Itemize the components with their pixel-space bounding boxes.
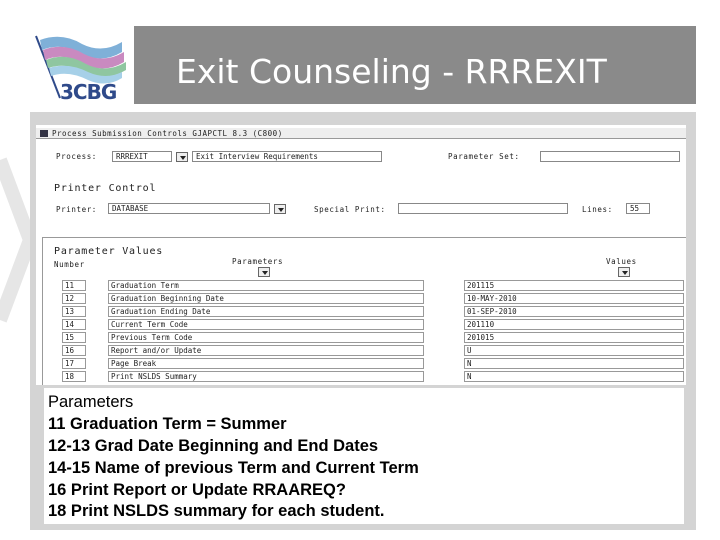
special-print-label: Special Print: (314, 205, 386, 214)
notes-line: 11 Graduation Term = Summer (48, 415, 287, 433)
window-title: Process Submission Controls GJAPCTL 8.3 (C800) (52, 129, 283, 138)
logo-text: 3CBG (60, 80, 117, 104)
number-column-header: Number (54, 260, 85, 269)
parameters-sort-icon[interactable] (258, 267, 270, 277)
parameter-number-cell: 11 (62, 280, 86, 291)
special-print-field[interactable] (398, 203, 568, 214)
process-dropdown-icon[interactable] (176, 152, 188, 162)
parameter-name-cell: Graduation Ending Date (108, 306, 424, 317)
parameter-number-cell: 18 (62, 371, 86, 382)
parameter-number-cell: 13 (62, 306, 86, 317)
notes-box (44, 388, 684, 524)
process-label: Process: (56, 152, 97, 161)
parameter-name-cell: Graduation Beginning Date (108, 293, 424, 304)
parameter-value-field[interactable]: 01-SEP-2010 (464, 306, 684, 317)
window-title-bar (36, 128, 686, 139)
notes-heading: Parameters (48, 393, 134, 411)
banner-form-screenshot (36, 125, 686, 385)
notes-line: 18 Print NSLDS summary for each student. (48, 502, 385, 520)
parameter-name-cell: Page Break (108, 358, 424, 369)
parameter-name-cell: Previous Term Code (108, 332, 424, 343)
process-field[interactable]: RRREXIT (112, 151, 172, 162)
parameter-number-cell: 14 (62, 319, 86, 330)
parameter-value-field[interactable]: 10-MAY-2010 (464, 293, 684, 304)
parameter-number-cell: 15 (62, 332, 86, 343)
parameter-value-field[interactable]: 201110 (464, 319, 684, 330)
parameter-set-field[interactable] (540, 151, 680, 162)
printer-label: Printer: (56, 205, 97, 214)
printer-control-heading: Printer Control (54, 183, 157, 194)
parameter-name-cell: Report and/or Update (108, 345, 424, 356)
parameters-column-header: Parameters (232, 257, 284, 266)
parameter-name-cell: Print NSLDS Summary (108, 371, 424, 382)
notes-line: 14-15 Name of previous Term and Current Term (48, 459, 419, 477)
parameter-name-cell: Graduation Term (108, 280, 424, 291)
page-number: 0 (676, 504, 684, 520)
parameter-value-field[interactable]: U (464, 345, 684, 356)
parameter-value-field[interactable]: 201115 (464, 280, 684, 291)
parameter-set-label: Parameter Set: (448, 152, 520, 161)
lines-field[interactable]: 55 (626, 203, 650, 214)
notes-line: 16 Print Report or Update RRAAREQ? (48, 481, 346, 499)
parameter-number-cell: 16 (62, 345, 86, 356)
window-icon (40, 130, 48, 137)
values-column-header: Values (606, 257, 637, 266)
printer-dropdown-icon[interactable] (274, 204, 286, 214)
parameter-values-heading: Parameter Values (54, 246, 164, 257)
parameter-number-cell: 17 (62, 358, 86, 369)
printer-field[interactable]: DATABASE (108, 203, 270, 214)
parameter-value-field[interactable]: 201015 (464, 332, 684, 343)
values-sort-icon[interactable] (618, 267, 630, 277)
parameter-value-field[interactable]: N (464, 371, 684, 382)
parameter-number-cell: 12 (62, 293, 86, 304)
lines-label: Lines: (582, 205, 613, 214)
parameter-name-cell: Current Term Code (108, 319, 424, 330)
slide-title: Exit Counseling - RRREXIT (176, 52, 607, 91)
process-description-field: Exit Interview Requirements (192, 151, 382, 162)
parameter-value-field[interactable]: N (464, 358, 684, 369)
notes-line: 12-13 Grad Date Beginning and End Dates (48, 437, 379, 455)
